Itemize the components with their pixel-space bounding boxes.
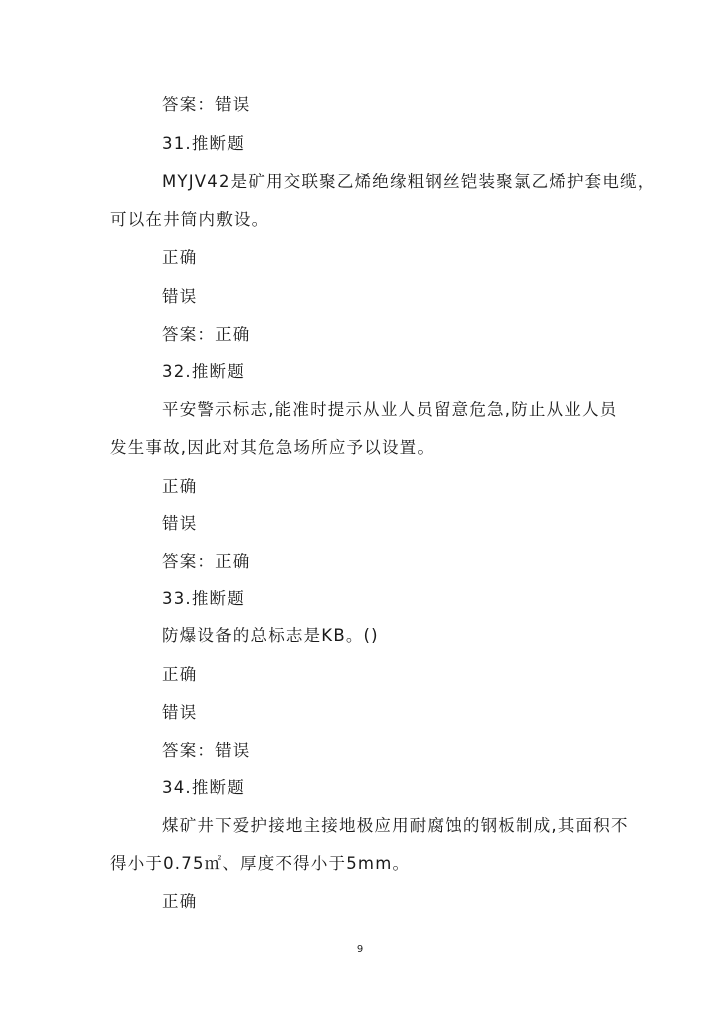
option-correct-34: 正确	[162, 892, 198, 911]
question-31-header: 31.推断题	[162, 134, 245, 153]
question-31-text-1: MYJV42是矿用交联聚乙烯绝缘粗钢丝铠装聚氯乙烯护套电缆，	[162, 172, 656, 191]
question-31-text-2: 可以在井筒内敷设。	[110, 210, 270, 229]
option-correct-31: 正确	[162, 248, 198, 267]
option-correct-32: 正确	[162, 477, 198, 496]
answer-32: 答案：正确	[162, 552, 251, 571]
question-32-text-1: 平安警示标志,能准时提示从业人员留意危急,防止从业人员	[162, 400, 618, 419]
option-wrong-31: 错误	[162, 287, 198, 306]
question-34-header: 34.推断题	[162, 778, 245, 797]
option-wrong-32: 错误	[162, 514, 198, 533]
answer-33: 答案：错误	[162, 741, 251, 760]
question-34-text-2: 得小于0.75㎡、厚度不得小于5mm。	[110, 854, 411, 873]
question-34-text-1: 煤矿井下爱护接地主接地极应用耐腐蚀的钢板制成,其面积不	[162, 816, 629, 835]
answer-31: 答案：正确	[162, 325, 251, 344]
option-wrong-33: 错误	[162, 703, 198, 722]
question-32-header: 32.推断题	[162, 362, 245, 381]
page-number: 9	[356, 944, 364, 955]
answer-30: 答案：错误	[162, 95, 251, 114]
question-33-header: 33.推断题	[162, 589, 245, 608]
question-32-text-2: 发生事故,因此对其危急场所应予以设置。	[110, 438, 436, 457]
option-correct-33: 正确	[162, 665, 198, 684]
question-33-text: 防爆设备的总标志是KB。()	[162, 626, 379, 645]
